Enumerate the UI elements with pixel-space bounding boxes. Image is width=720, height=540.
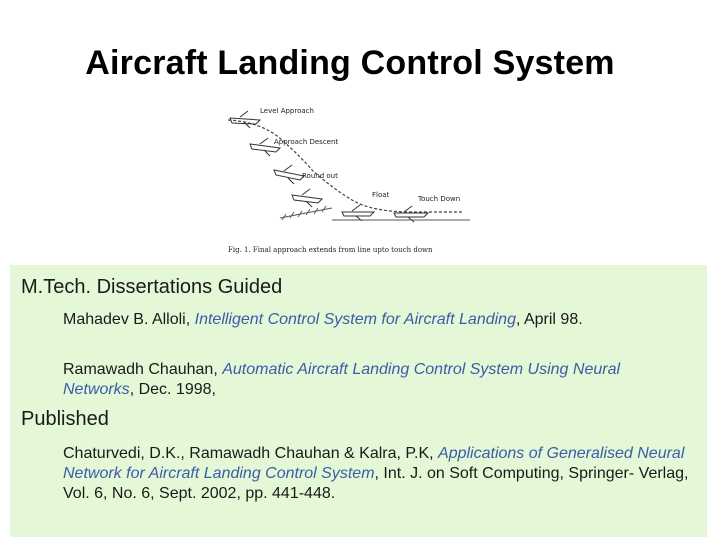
landing-diagram — [222, 100, 472, 258]
landing-path-svg — [222, 100, 472, 258]
figure-caption: Fig. 1. Final approach extends from line upto touch down — [228, 246, 433, 254]
entry-author: Ramawadh Chauhan, — [63, 361, 223, 378]
dissertation-entry-2 — [63, 360, 683, 400]
entry-date: , April 98. — [515, 311, 583, 328]
label-float: Float — [372, 191, 390, 199]
entry-date: , Dec. 1998, — [129, 381, 216, 398]
section-heading-dissertations: M.Tech. Dissertations Guided — [21, 276, 283, 298]
aircraft-icons — [230, 111, 428, 222]
publication-entry-1 — [63, 444, 693, 504]
entry-author: Mahadev B. Alloli, — [63, 311, 195, 328]
slide-title: Aircraft Landing Control System — [85, 44, 615, 82]
label-level-approach: Level Approach — [260, 107, 314, 115]
label-round-out: Round out — [302, 172, 338, 180]
dissertation-entry-1 — [63, 310, 683, 330]
entry-title: Intelligent Control System for Aircraft Landing — [194, 311, 516, 328]
label-approach-descent: Approach Descent — [274, 138, 339, 146]
section-heading-published: Published — [21, 408, 109, 430]
entry-title: Applications of Generalised Neural Network for Aircraft Landing Control System — [63, 445, 685, 482]
entry-journal: , Int. J. on Soft Computing, Springer- Verlag, Vol. 6, No. 6, Sept. 2002, pp. 441-448. — [63, 465, 689, 502]
entry-title: Automatic Aircraft Landing Control System Using Neural Networks — [63, 361, 621, 398]
entry-authors: Chaturvedi, D.K., Ramawadh Chauhan & Kalra, P.K, — [63, 445, 439, 462]
label-touch-down: Touch Down — [418, 195, 461, 203]
